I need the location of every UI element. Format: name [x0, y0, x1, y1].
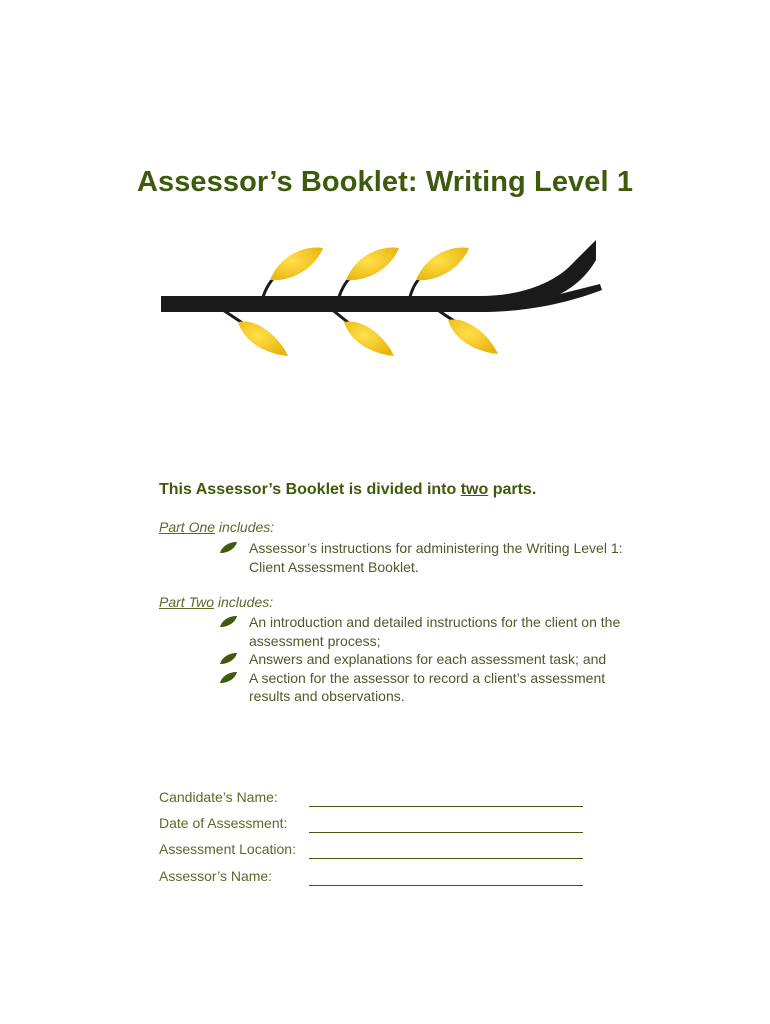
part-one-name: Part One [159, 519, 216, 535]
assessment-location-field[interactable] [159, 839, 589, 861]
intro-before: This Assessor’s Booklet is divided into [159, 481, 461, 498]
part-two-heading [159, 594, 273, 610]
list-item [220, 669, 630, 706]
list-item-text: A section for the assessor to record a client’s assessment results and observations. [249, 669, 606, 704]
list-item-text: An introduction and detailed instructions for the client on the assessment process; [249, 614, 621, 649]
part-two-suffix: includes: [213, 594, 274, 610]
field-line[interactable] [309, 832, 583, 833]
part-one-list [220, 539, 630, 576]
leaf-bullet-icon [220, 615, 238, 628]
intro-text [159, 481, 536, 499]
intro-emphasis: two [460, 481, 489, 498]
leaf-bullet-icon [220, 671, 238, 684]
booklet-title: Assessor’s Booklet: Writing Level 1 [136, 166, 634, 198]
field-label: Candidate’s Name: [159, 789, 278, 805]
intro-after: parts. [488, 481, 537, 498]
field-label: Assessor’s Name: [159, 868, 273, 884]
leaf-bullet-icon [220, 652, 238, 665]
part-two-list [220, 613, 630, 706]
field-label: Date of Assessment: [159, 815, 288, 831]
list-item [220, 650, 630, 669]
branch-with-leaves-icon [150, 230, 620, 370]
part-one-heading [159, 519, 274, 535]
field-label: Assessment Location: [159, 841, 296, 857]
list-item [220, 539, 630, 576]
candidate-name-field[interactable] [159, 787, 589, 809]
assessment-date-field[interactable] [159, 813, 589, 835]
leaf-bullet-icon [220, 541, 238, 554]
field-line[interactable] [309, 885, 583, 886]
part-two-name: Part Two [159, 594, 214, 610]
list-item [220, 613, 630, 650]
assessor-name-field[interactable] [159, 866, 589, 888]
field-line[interactable] [309, 858, 583, 859]
list-item-text: Answers and explanations for each assessment task; and [249, 651, 607, 667]
field-line[interactable] [309, 806, 583, 807]
part-one-suffix: includes: [215, 519, 275, 535]
list-item-text: Assessor’s instructions for administering the Writing Level 1: Client Assessment Booklet. [249, 540, 623, 575]
